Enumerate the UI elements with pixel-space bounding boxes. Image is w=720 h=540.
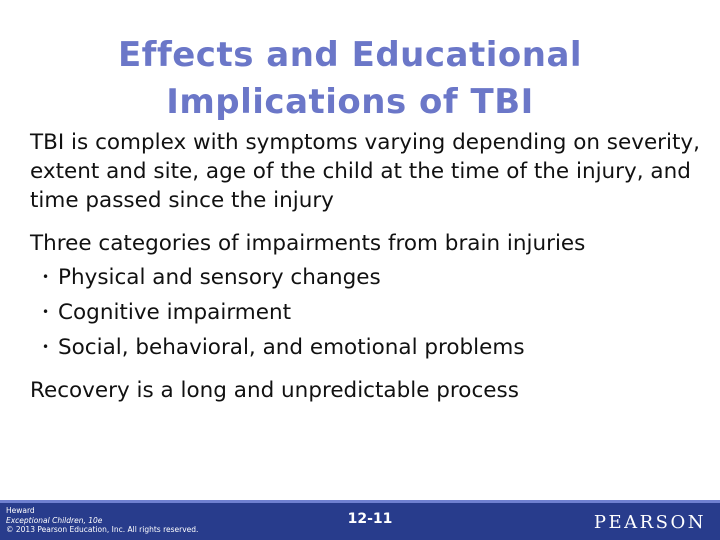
slide-number: 12-11	[347, 511, 393, 527]
footer-bar	[0, 500, 720, 540]
footer-copyright: © 2013 Pearson Education, Inc. All rights reserved.	[6, 525, 199, 534]
list-item	[30, 263, 525, 298]
list-item	[30, 298, 525, 333]
bullet-icon: •	[42, 305, 50, 319]
bullet-icon: •	[42, 270, 50, 284]
slide-title-line-1: Effects and Educational	[117, 35, 583, 75]
list-item-text: Cognitive impairment	[58, 300, 292, 325]
impairment-categories-heading: Three categories of impairments from brain injuries	[30, 231, 586, 256]
footer-book-title: Exceptional Children, 10e	[6, 515, 103, 525]
slide-title-line-2: Implications of TBI	[166, 82, 534, 122]
list-item-text: Social, behavioral, and emotional problems	[58, 335, 525, 360]
impairment-list	[30, 263, 525, 368]
slide-title	[70, 32, 630, 126]
footer-author: Heward	[6, 506, 35, 515]
tbi-complexity-paragraph: TBI is complex with symptoms varying depending on severity, extent and site, age of the child at the time of the injury, and time passed since the injury	[30, 130, 700, 213]
list-item-text: Physical and sensory changes	[58, 265, 381, 290]
footer-credit	[6, 506, 198, 535]
recovery-paragraph: Recovery is a long and unpredictable process	[30, 378, 519, 403]
bullet-icon: •	[42, 340, 50, 354]
list-item	[30, 333, 525, 368]
pearson-logo: PEARSON	[593, 512, 706, 533]
